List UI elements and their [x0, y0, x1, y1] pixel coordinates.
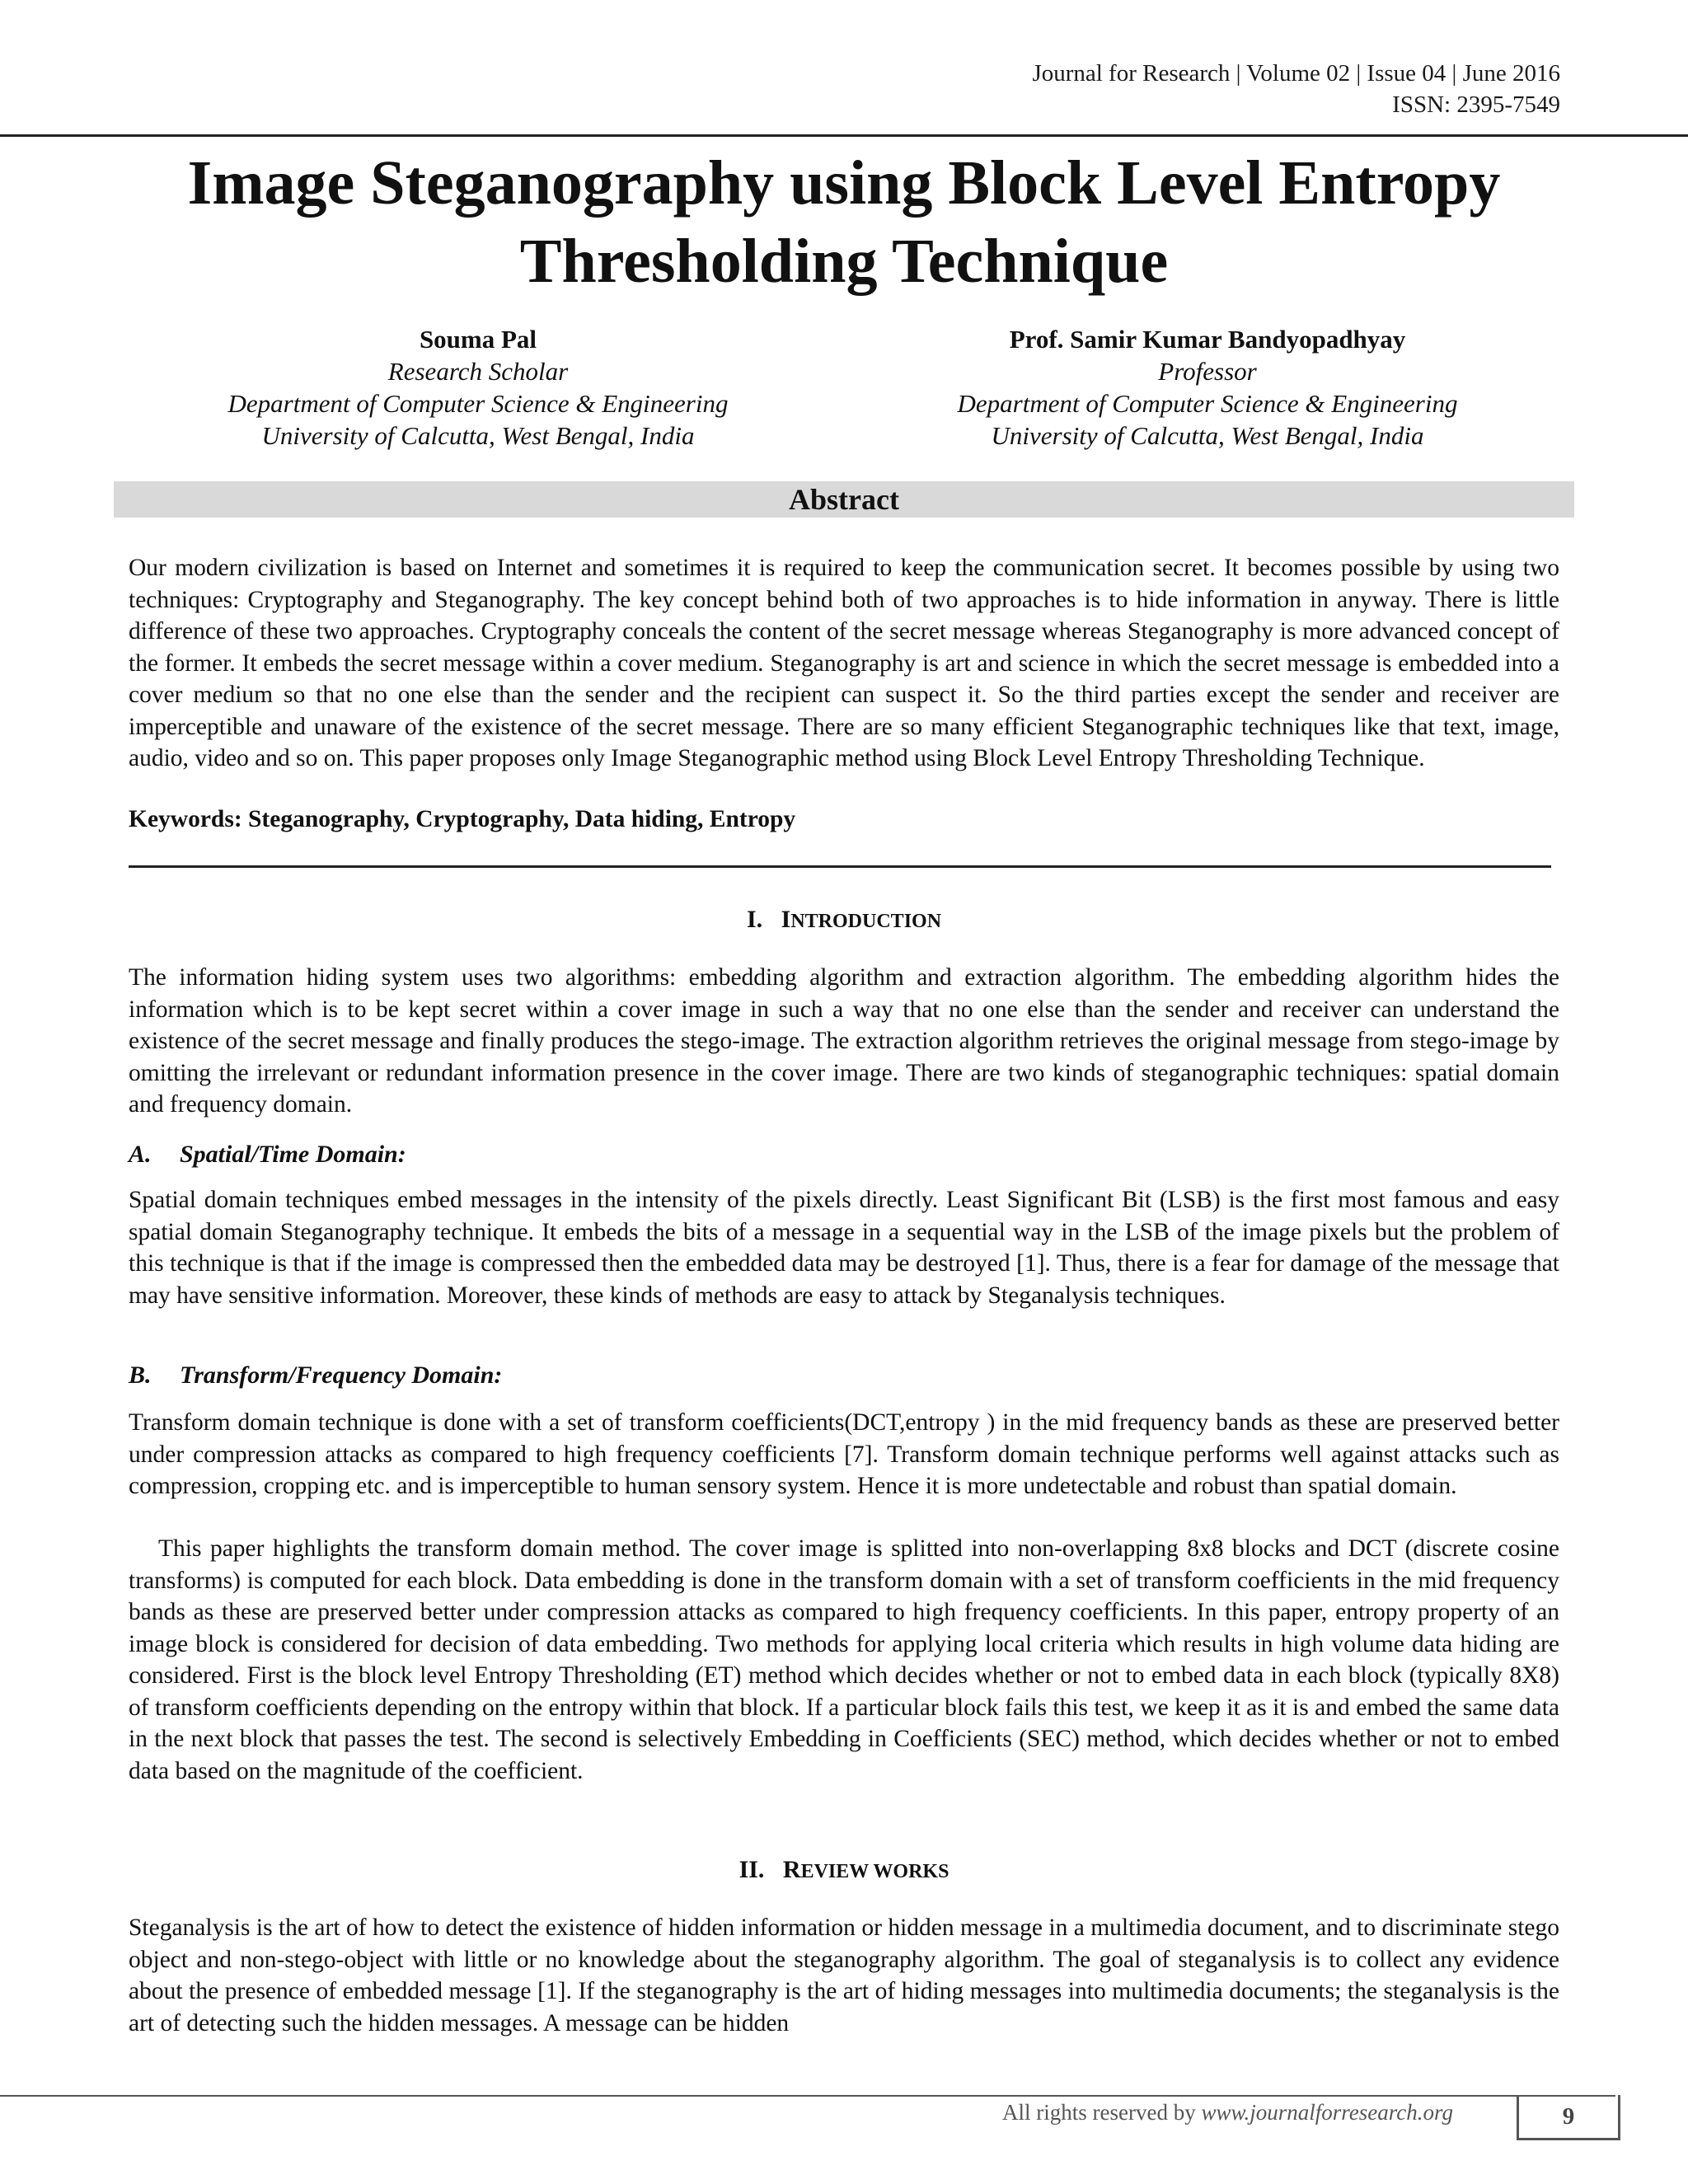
section-number: I. [746, 906, 763, 933]
subsection-heading-transform [129, 1360, 502, 1391]
keywords: Keywords: Steganography, Cryptography, Data hiding, Entropy [129, 806, 796, 832]
title-line-2: Thresholding Technique [519, 227, 1169, 296]
subsection-title: Spatial/Time Domain: [180, 1141, 406, 1168]
footer-divider [0, 2095, 1615, 2097]
section-title-initial: I [781, 906, 791, 933]
section-heading-introduction [0, 904, 1688, 937]
journal-header [1032, 58, 1560, 120]
subsection-letter: B. [129, 1361, 152, 1389]
author-role: Research Scholar [387, 357, 569, 386]
section-number: II. [738, 1856, 765, 1883]
issn: ISSN: 2395-7549 [1392, 91, 1560, 118]
footer-website-link[interactable]: www.journalforresearch.org [1201, 2100, 1453, 2125]
paper-title [99, 144, 1589, 301]
footer-copyright [1002, 2100, 1453, 2125]
author-block-2 [894, 323, 1521, 452]
footer-rights: All rights reserved by [1002, 2100, 1196, 2125]
author-affiliation: University of Calcutta, West Bengal, India [261, 421, 695, 450]
spatial-domain-paragraph: Spatial domain techniques embed messages in the intensity of the pixels directly. Least Significant Bit (LSB) is the first most famous and easy spatial domain Steganography technique. It embeds the bits of a message in a sequential way in the LSB of the image pixels but the problem of this technique is that if the image is compressed then the embedded data may be destroyed [1]. Thus, there is a fear for damage of the message that may have sensitive information. Moreover, these kinds of methods are easy to attack by Steganalysis techniques. [129, 1187, 1559, 1309]
header-divider [0, 134, 1688, 137]
author-affiliation: University of Calcutta, West Bengal, India [991, 421, 1424, 450]
abstract-text: Our modern civilization is based on Internet and sometimes it is required to keep the communication secret. It becomes possible by using two techniques: Cryptography and Steganography. The key concept behind both of two approaches is to hide information in anyway. There is little difference of these two approaches. Cryptography conceals the content of the secret message whereas Steganography is more advanced concept of the former. It embeds the secret message within a cover medium. Steganography is art and science in which the secret message is embedded into a cover medium so that no one else than the sender and the recipient can suspect it. So the third parties except the sender and receiver are imperceptible and unaware of the existence of the secret message. There are so many efficient Steganographic techniques like that text, image, audio, video and so on. This paper proposes only Image Steganographic method using Block Level Entropy Thresholding Technique. [129, 555, 1559, 771]
author-department: Department of Computer Science & Engineering [957, 389, 1458, 418]
subsection-heading-spatial [129, 1139, 406, 1170]
section-title-rest: NTRODUCTION [790, 911, 942, 932]
title-line-1: Image Steganography using Block Level Entropy [187, 148, 1501, 218]
author-department: Department of Computer Science & Engineering [227, 389, 729, 418]
author-block-1 [165, 323, 791, 452]
author-name: Prof. Samir Kumar Bandyopadhyay [1009, 325, 1406, 354]
section-heading-review-works [0, 1854, 1688, 1887]
author-name: Souma Pal [419, 325, 537, 354]
abstract-heading: Abstract [114, 481, 1574, 518]
journal-citation: Journal for Research | Volume 02 | Issue 04 | June 2016 [1032, 60, 1560, 87]
introduction-paragraph: The information hiding system uses two algorithms: embedding algorithm and extraction algorithm. The embedding algorithm hides the information which is to be kept secret within a cover image in such a way that no one else than the sender and receiver can understand the existence of the secret message and finally produces the stego-image. The extraction algorithm retrieves the original message from stego-image by omitting the irrelevant or redundant information presence in the cover image. There are two kinds of steganographic techniques: spatial domain and frequency domain. [129, 964, 1559, 1118]
review-works-paragraph: Steganalysis is the art of how to detect the existence of hidden information or hidden message in a multimedia document, and to discriminate stego object and non-stego-object with little or no knowledge about the steganography algorithm. The goal of steganalysis is to collect any evidence about the presence of embedded message [1]. If the steganography is the art of hiding messages into multimedia documents; the steganalysis is the art of detecting such the hidden messages. A message can be hidden [129, 1915, 1559, 2036]
subsection-letter: A. [129, 1141, 152, 1168]
section-title-initial: R [782, 1856, 801, 1883]
section-title-rest: EVIEW WORKS [800, 1861, 950, 1882]
transform-domain-paragraph-1: Transform domain technique is done with a set of transform coefficients(DCT,entropy ) in the mid frequency bands as these are preserved better under compression attacks as compared to high frequency coefficients [7]. Transform domain technique performs well against attacks such as compression, cropping etc. and is imperceptible to human sensory system. Hence it is more undetectable and robust than spatial domain. [129, 1409, 1559, 1499]
abstract-divider [129, 865, 1551, 868]
transform-domain-paragraph-2: This paper highlights the transform domain method. The cover image is splitted into non-overlapping 8x8 blocks and DCT (discrete cosine transforms) is computed for each block. Data embedding is done in the transform domain with a set of transform coefficients in the mid frequency bands as these are preserved better under compression attacks as compared to high frequency coefficients. In this paper, entropy property of an image block is considered for decision of data embedding. Two methods for applying local criteria which results in high volume data hiding are considered. First is the block level Entropy Thresholding (ET) method which decides whether or not to embed data in each block (typically 8X8) of transform coefficients depending on the entropy within that block. If a particular block fails this test, we keep it as it is and embed the same data in the next block that passes the test. The second is selectively Embedding in Coefficients (SEC) method, which decides whether or not to embed data based on the magnitude of the coefficient. [129, 1535, 1559, 1784]
author-role: Professor [1158, 357, 1257, 386]
page-number: 9 [1517, 2095, 1620, 2140]
subsection-title: Transform/Frequency Domain: [180, 1361, 503, 1389]
